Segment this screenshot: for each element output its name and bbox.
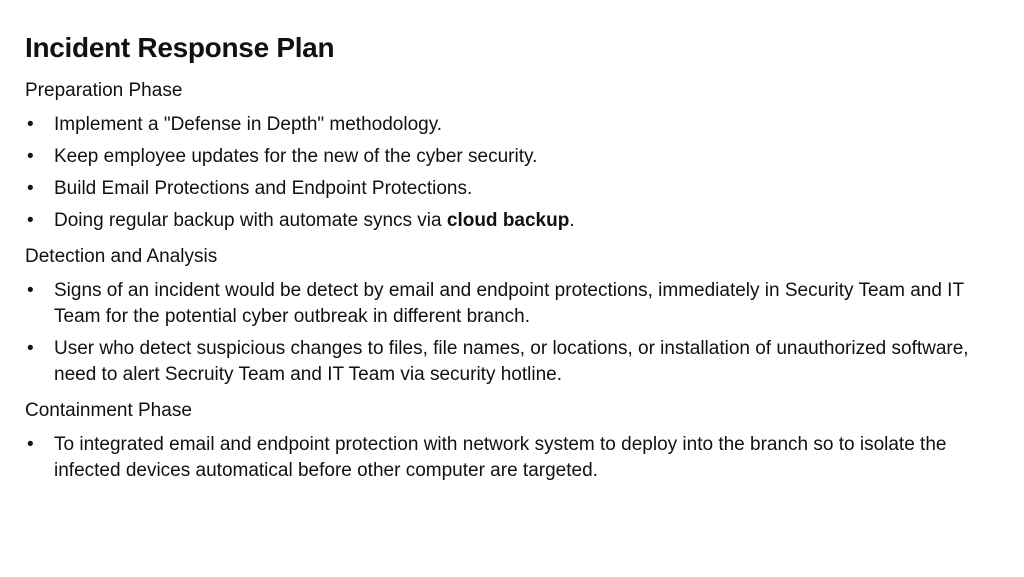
- list-item: [25, 176, 1000, 202]
- bullet-icon: •: [27, 146, 34, 167]
- list-item: [25, 432, 1000, 484]
- section-containment: [25, 398, 1000, 484]
- bullet-icon: •: [27, 434, 34, 455]
- section-detection: [25, 244, 1000, 388]
- bullet-text: Keep employee updates for the new of the cyber security.: [54, 146, 538, 167]
- bullet-icon: •: [27, 114, 34, 135]
- list-item: [25, 208, 1000, 234]
- slide: [25, 30, 1000, 494]
- section-preparation: [25, 78, 1000, 234]
- bullet-text: Signs of an incident would be detect by email and endpoint protections, immediately in Security Team and IT Team for the potential cyber outbreak in different branch.: [54, 280, 964, 327]
- bullet-text: Build Email Protections and Endpoint Protections.: [54, 178, 473, 199]
- bullet-text: Implement a "Defense in Depth" methodology.: [54, 114, 443, 135]
- bullet-text-prefix: Doing regular backup with automate syncs via: [54, 210, 447, 231]
- bullet-icon: •: [27, 338, 34, 359]
- bullet-icon: •: [27, 280, 34, 301]
- bullet-text-suffix: .: [569, 210, 575, 231]
- bullet-list: [25, 278, 1000, 388]
- slide-title: Incident Response Plan: [25, 32, 335, 63]
- section-heading: Containment Phase: [25, 400, 192, 421]
- list-item: [25, 336, 1000, 388]
- list-item: [25, 112, 1000, 138]
- bullet-text: User who detect suspicious changes to files, file names, or locations, or installation of unauthorized software, need to alert Secruity Team and IT Team via security hotline.: [54, 338, 969, 385]
- bullet-list: [25, 112, 1000, 234]
- bullet-list: [25, 432, 1000, 484]
- bullet-icon: •: [27, 210, 34, 231]
- bullet-text-bold: cloud backup: [446, 210, 570, 231]
- list-item: [25, 144, 1000, 170]
- section-heading: Preparation Phase: [25, 80, 183, 101]
- bullet-icon: •: [27, 178, 34, 199]
- section-heading: Detection and Analysis: [25, 246, 218, 267]
- bullet-text: To integrated email and endpoint protection with network system to deploy into the branch so to isolate the infected devices automatical before other computer are targeted.: [54, 434, 947, 481]
- list-item: [25, 278, 1000, 330]
